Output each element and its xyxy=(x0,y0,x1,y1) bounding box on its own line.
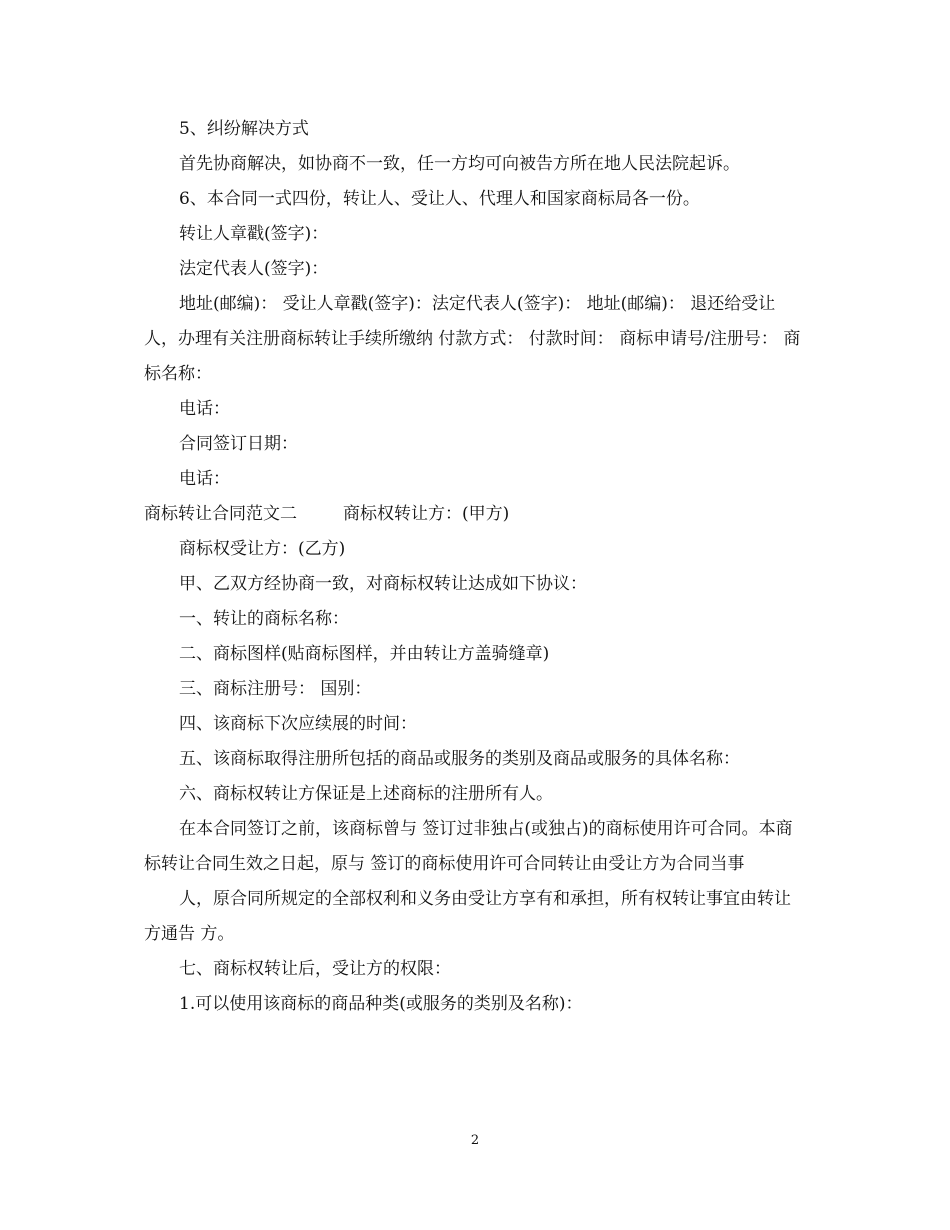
paragraph: 1.可以使用该商标的商品种类(或服务的类别及名称)： xyxy=(179,994,583,1014)
paragraph: 地址(邮编)： 受让人章戳(签字)：法定代表人(签字)： 地址(邮编)： 退还给受让人，办理有关注册商标转让手续所缴纳 付款方式： 付款时间： 商标申请号/注册号： 商标名称： xyxy=(144,294,801,384)
paragraph: 转让人章戳(签字)： xyxy=(179,224,329,244)
paragraph: 5、纠纷解决方式 xyxy=(179,119,309,139)
paragraph: 五、该商标取得注册所包括的商品或服务的类别及商品或服务的具体名称： xyxy=(179,749,740,769)
section-heading xyxy=(144,497,806,532)
paragraph: 三、商标注册号： 国别： xyxy=(179,679,372,699)
paragraph: 人，原合同所规定的全部权利和义务由受让方享有和承担，所有权转让事宜由转让方通告 方。 xyxy=(144,889,791,944)
paragraph: 商标权受让方：(乙方) xyxy=(179,539,346,559)
paragraph: 6、本合同一式四份，转让人、受让人、代理人和国家商标局各一份。 xyxy=(179,189,700,209)
paragraph: 电话： xyxy=(179,469,230,489)
section-subtitle: 商标权转让方：(甲方) xyxy=(343,504,510,524)
section-title: 商标转让合同范文二 xyxy=(144,504,297,524)
paragraph: 七、商标权转让后，受让方的权限： xyxy=(179,959,451,979)
paragraph: 法定代表人(签字)： xyxy=(179,259,329,279)
document-body xyxy=(144,112,806,1022)
page-number: 2 xyxy=(470,1133,480,1148)
paragraph: 首先协商解决，如协商不一致，任一方均可向被告方所在地人民法院起诉。 xyxy=(179,154,740,174)
paragraph: 二、商标图样(贴商标图样，并由转让方盖骑缝章) xyxy=(179,644,550,664)
paragraph: 电话： xyxy=(179,399,230,419)
paragraph: 一、转让的商标名称： xyxy=(179,609,349,629)
paragraph: 在本合同签订之前，该商标曾与 签订过非独占(或独占)的商标使用许可合同。本商标转让合同生效之日起，原与 签订的商标使用许可合同转让由受让方为合同当事 xyxy=(144,819,793,874)
paragraph: 合同签订日期： xyxy=(179,434,298,454)
paragraph: 四、该商标下次应续展的时间： xyxy=(179,714,417,734)
paragraph: 六、商标权转让方保证是上述商标的注册所有人。 xyxy=(179,784,553,804)
paragraph: 甲、乙双方经协商一致，对商标权转让达成如下协议： xyxy=(179,574,587,594)
